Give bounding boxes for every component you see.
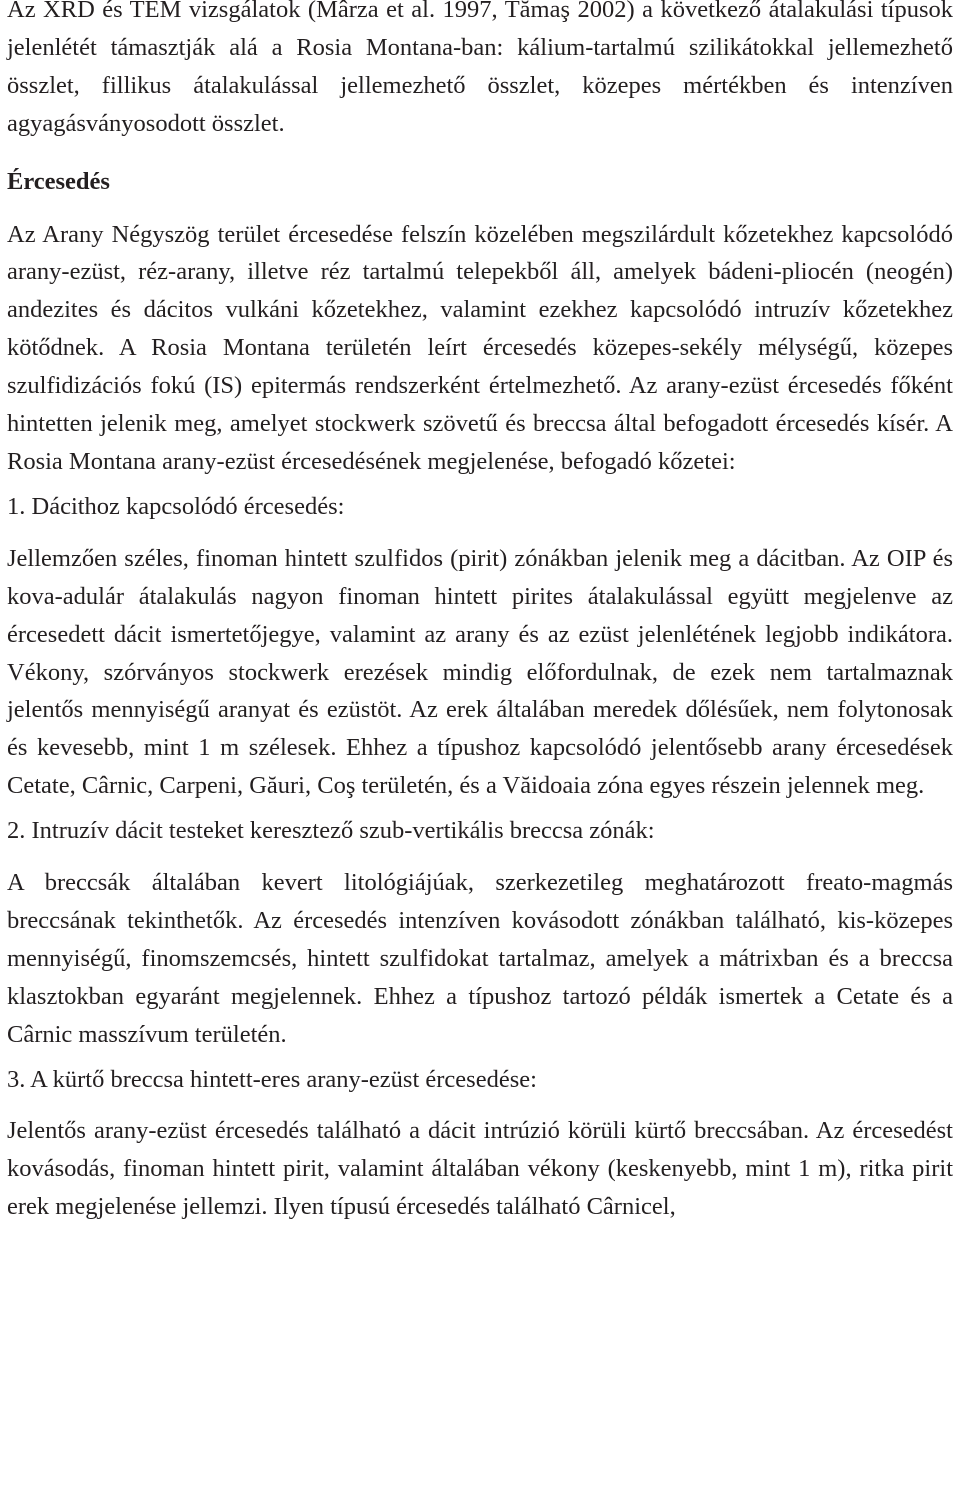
subsection-body-1: Jellemzően széles, finoman hintett szulfidos (pirit) zónákban jelenik meg a dácitban. Az OIP és kova-adulár átalakulás nagyon finoman hintett pirites átalakulással együtt megjelenve az ércesedett dácit ismertetőjegye, valamint az arany és az ezüst jelenlétének legjobb indikátora. Vékony, szórványos stockwerk erezések mindig előfordulnak, de ezek nem tartalmaznak jelentős mennyiségű aranyat és ezüstöt. Az erek általában meredek dőlésűek, nem folytonosak és kevesebb, mint 1 m szélesek. Ehhez a típushoz kapcsolódó jelentősebb arany ércesedések Cetate, Cârnic, Carpeni, Găuri, Coş területén, és a Văidoaia zóna egyes részein jelennek meg.	[7, 544, 953, 800]
subsection-body-3: Jelentős arany-ezüst ércesedés található a dácit intrúzió körüli kürtő breccsában. Az ércesedést kovásodás, finoman hintett pirit, valamint általában vékony (keskenyebb, mint 1 m), ritka pirit erek megjelenése jellemzi. Ilyen típusú ércesedés található Cârnicel,	[7, 1117, 953, 1221]
subsection-body-2: A breccsák általában kevert litológiájúak, szerkezetileg meghatározott freato-magmás breccsának tekinthetők. Az ércesedés intenzíven kovásodott zónákban található, kis-közepes mennyiségű, finomszemcsés, hintett szulfidokat tartalmaz, amelyek a mátrixban és a breccsa klasztokban egyaránt megjelennek. Ehhez a típushoz tartozó példák ismertek a Cetate és a Cârnic masszívum területén.	[7, 869, 953, 1048]
mineralization-paragraph: Az Arany Négyszög terület ércesedése felszín közelében megszilárdult kőzetekhez kapcsolódó arany-ezüst, réz-arany, illetve réz tartalmú telepekből áll, amelyek bádeni-pliocén (neogén) andezites és dácitos vulkáni kőzetekhez, valamint ezekhez kapcsolódó intruzív kőzetekhez kötődnek. A Rosia Montana területén leírt ércesedés közepes-sekély mélységű, közepes szulfidizációs fokú (IS) epitermás rendszerként értelmezhető. Az arany-ezüst ércesedés főként hintetten jelenik meg, amelyet stockwerk szövetű és breccsa által befogadott ércesedés kísér. A Rosia Montana arany-ezüst ércesedésének megjelenése, befogadó kőzetei:	[7, 220, 953, 475]
section-heading: Ércesedés	[7, 167, 110, 195]
intro-paragraph: Az XRD és TEM vizsgálatok (Mârza et al. 1997, Tămaş 2002) a következő átalakulási típusok jelenlétét támasztják alá a Rosia Montana-ban: kálium-tartalmú szilikátokkal jellemezhető összlet, fillikus átalakulással jellemezhető összlet, közepes mértékben és intenzíven agyagásványosodott összlet.	[7, 0, 953, 137]
subsection-title-2: 2. Intruzív dácit testeket keresztező szub-vertikális breccsa zónák:	[7, 817, 655, 845]
document-page	[7, 0, 953, 1226]
subsection-title-3: 3. A kürtő breccsa hintett-eres arany-ezüst ércesedése:	[7, 1065, 537, 1093]
subsection-title-1: 1. Dácithoz kapcsolódó ércesedés:	[7, 492, 345, 520]
